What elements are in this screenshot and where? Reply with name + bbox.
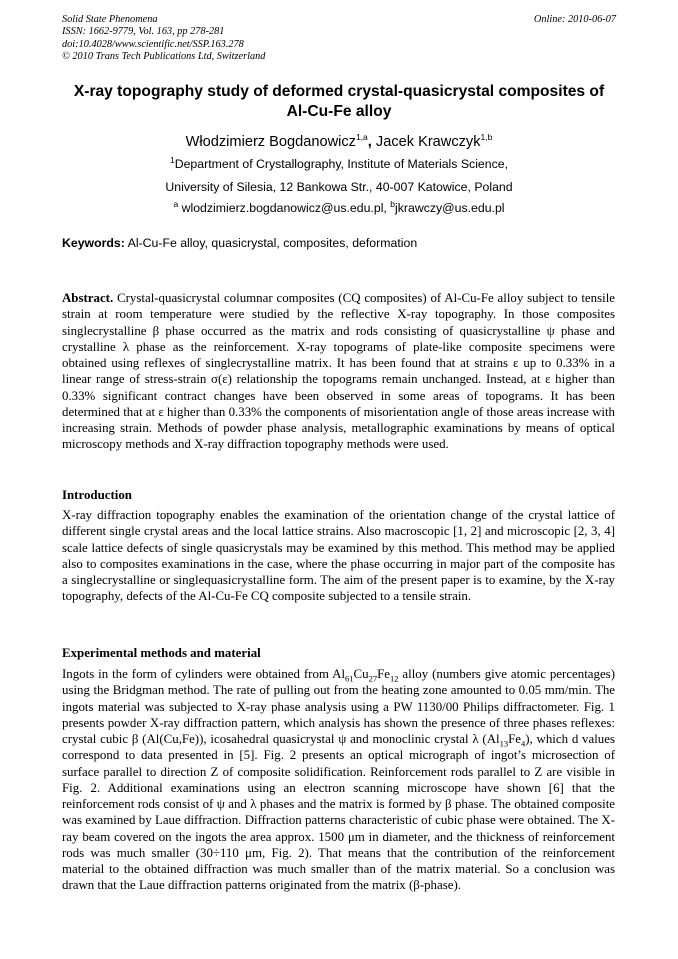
author-list [62, 133, 616, 151]
experimental-paragraph [62, 666, 615, 894]
abstract-text: Crystal-quasicrystal columnar composites (CQ composites) of Al-Cu-Fe alloy subject to tensile strain at room temperature were studied by the reflective X-ray topography. In those composites singlecrystalline β phase occurred as the matrix and rods consisting of quasicrystalline ψ phase and crystalline λ phase as the reinforcement. X-ray topograms of plate-like composite specimens were obtained using reflexes of singlecrystalline matrix. It has been found that at strains ε up to 0.33% in a linear range of stress-strain σ(ε) relationship the topograms remain unchanged. Instead, at ε higher than 0.33% significant contract changes have been observed in some areas of topograms. It has been determined that at ε higher than 0.33% the components of misorientation angle of those areas increase with increasing strain. Methods of powder phase analysis, metallographic examinations by means of optical microscopy methods and X-ray diffraction topography methods were used. [62, 291, 615, 452]
email-superscript: b [390, 198, 395, 209]
keywords-text: Al-Cu-Fe alloy, quasicrystal, composites, deformation [124, 236, 418, 250]
paragraph-text: Ingots in the form of cylinders were obtained from Al [62, 667, 346, 681]
abstract-label: Abstract. [62, 291, 114, 305]
author-name: Jacek Krawczyk [375, 134, 481, 150]
subscript: 13 [499, 738, 509, 749]
issn-line: ISSN: 1662-9779, Vol. 163, pp 278-281 [62, 26, 225, 38]
paragraph-text: alloy (numbers give atomic percentages) using the Bridgman method. The rate of pulling out from the heating zone amounted to 0.05 mm/min. The ingots material was subjected to X-ray phase analysis using a PW 1130/00 Philips diffractometer. [62, 667, 615, 714]
copyright-line: © 2010 Trans Tech Publications Ltd, Switzerland [62, 50, 266, 62]
section-heading-experimental: Experimental methods and material [62, 646, 261, 660]
affiliation-superscript: 1 [169, 154, 175, 165]
figure-reference[interactable]: Fig. 2 [62, 780, 97, 795]
journal-name: Solid State Phenomena [62, 14, 158, 25]
paragraph-text: Cu [353, 667, 369, 681]
figure-reference[interactable]: Fig. 2 [263, 748, 297, 763]
paragraph-text: presents an optical micrograph of ingot’s microsection of surface parallel to direction Z of composite solidification. Reinforcement rods parallel to Z are visible in [62, 748, 616, 779]
journal-info [62, 14, 482, 63]
subscript: 61 [345, 673, 354, 684]
figure-reference[interactable]: Fig. 1 [583, 699, 616, 714]
online-date: Online: 2010-06-07 [533, 14, 616, 25]
paragraph-text: presents powder X-ray diffraction pattern, which analysis has shown the presence of three phases reflexes: crystal cubic β (Al(Cu,Fe)), icosahedral quasicrystal ψ and monoclinic crystal λ (Al [62, 715, 615, 746]
affiliation-department: Department of Crystallography, Institute of Materials Science, [174, 157, 509, 171]
author-separator: , [367, 134, 376, 150]
author-superscript: 1,a [355, 132, 368, 143]
affiliation-line-1 [62, 154, 616, 172]
paragraph-text: . Additional examinations using an electron scanning microscope have shown [6] that the reinforcement rods consist of ψ and λ phases and the matrix is formed by β phase. The obtained composite was examined by Laue diffraction. Diffraction patterns characteristic of cubic phase were obtained. The X-ray beam covered on the ingots the area approx. 1500 μm in diameter, and the thickness of reinforcement rods was much smaller (30÷110 μm, [62, 780, 615, 860]
subscript: 27 [368, 673, 378, 684]
paper-title: X-ray topography study of deformed crystal-quasicrystal composites of Al-Cu-Fe alloy [73, 83, 605, 120]
subscript: 4 [521, 738, 526, 749]
author-superscript: 1,b [480, 132, 493, 143]
email-line [62, 198, 616, 216]
keywords [62, 236, 622, 251]
affiliation-line-2: University of Silesia, 12 Bankowa Str., 40-007 Katowice, Poland [165, 180, 513, 194]
email-address: jkrawczy@us.edu.pl [395, 201, 505, 215]
email-address: wlodzimierz.bogdanowicz@us.edu.pl, [178, 201, 391, 215]
paragraph-text: ). That means that the contribution of the reinforcement material to the obtained diffraction was much smaller than of the matrix material. So a conclusion was drawn that the Laue diffraction patterns originated from the matrix (β-phase). [62, 845, 615, 893]
author-name: Włodzimierz Bogdanowicz [185, 134, 356, 150]
doi-line: doi:10.4028/www.scientific.net/SSP.163.278 [62, 38, 244, 50]
subscript: 12 [390, 673, 399, 684]
abstract [62, 290, 615, 453]
introduction-paragraph: X-ray diffraction topography enables the examination of the orientation change of the crystal lattice of different single crystal areas and the local lattice strains. Also macroscopic [1, 2] and microscopic [2, 3, 4] scale lattice defects of single quasicrystals may be examined by this method. This method may be applied also to composites examinations in the case, where the phase occurring in major part of the composite has a singlecrystalline or singlequasicrystalline form. The aim of the present paper is to examine, by the X-ray topography, defects of the Al-Cu-Fe CQ composite subjected to a tensile strain. [62, 508, 615, 604]
paragraph-text: Fe [508, 732, 521, 746]
email-superscript: a [173, 198, 179, 209]
paragraph-text: ), which d values correspond to data presented in [5]. [62, 732, 615, 763]
keywords-label: Keywords: [62, 236, 125, 250]
section-heading-introduction: Introduction [62, 488, 132, 502]
paragraph-text: Fe [377, 667, 390, 681]
figure-reference[interactable]: Fig. 2 [271, 845, 305, 860]
